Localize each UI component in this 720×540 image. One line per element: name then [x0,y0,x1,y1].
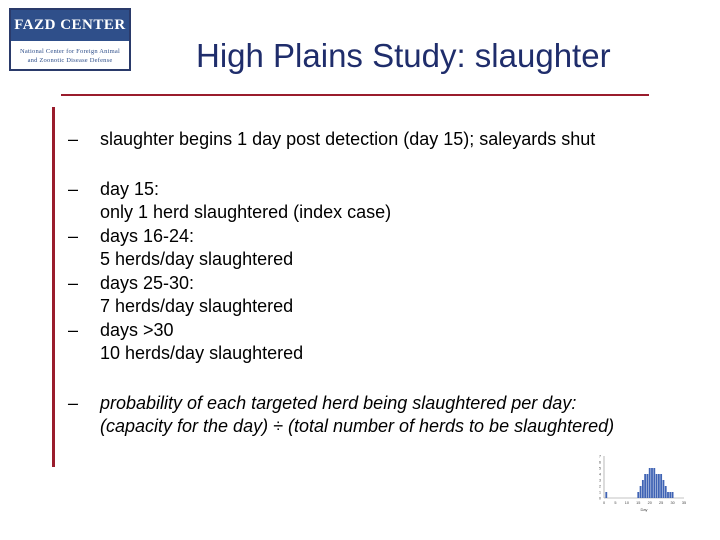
histogram-bar [637,492,639,498]
bullet-line: days >30 [100,320,174,340]
bullet-dash: – [68,320,79,340]
x-tick-label: 15 [636,501,641,505]
y-tick-label: 7 [599,454,601,459]
histogram-bar [649,468,651,498]
x-axis-label: Day [640,507,648,512]
histogram-bar [667,492,669,498]
side-divider [52,107,55,467]
bullet-line: probability of each targeted herd being slaughtered per day: [100,393,577,413]
logo-subtitle-line2: and Zoonotic Disease Defense [27,57,113,64]
bullet-line-2: 10 herds/day slaughtered [100,343,304,363]
logo-name: FAZD CENTER [11,10,129,41]
y-tick-label: 3 [599,478,601,483]
y-tick-label: 1 [599,490,601,495]
bullet-dash: – [68,273,79,293]
bullet-line-2: only 1 herd slaughtered (index case) [100,202,392,222]
x-tick-label: 20 [647,501,652,505]
histogram-bar [672,492,674,498]
logo-subtitle-line1: National Center for Foreign Animal [20,48,120,55]
bullet-dash: – [68,393,79,413]
bullet-dash: – [68,179,79,199]
histogram-bar [669,492,671,498]
bullet-line-2: (capacity for the day) ÷ (total number of herds to be slaughtered) [100,416,615,436]
histogram-bar [642,480,644,498]
fazd-center-logo [9,8,131,71]
slaughter-histogram [594,452,690,520]
histogram-bar [651,468,653,498]
bullet-line: slaughter begins 1 day post detection (day 15); saleyards shut [100,129,596,149]
x-tick-label: 5 [614,501,617,505]
x-tick-label: 30 [670,501,675,505]
histogram-bar [605,492,607,498]
x-tick-label: 25 [659,501,664,505]
bullet-line-2: 7 herds/day slaughtered [100,296,294,316]
histogram-bar [658,474,660,498]
x-tick-label: 0 [602,501,606,505]
bullet-dash: – [68,226,79,246]
bullet-line: days 16-24: [100,226,195,246]
y-tick-label: 0 [599,496,601,501]
y-tick-label: 6 [599,460,601,465]
bullet-line: day 15: [100,179,160,199]
histogram-bar [663,480,665,498]
bullet-dash: – [68,129,79,149]
histogram-bar [647,474,649,498]
y-tick-label: 2 [599,484,601,489]
x-tick-label: 10 [624,501,629,505]
logo-subtitle [11,41,129,65]
bullet-line: days 25-30: [100,273,195,293]
histogram-bar [656,474,658,498]
histogram-bar [660,474,662,498]
histogram-bar [640,486,642,498]
y-tick-label: 4 [599,472,601,477]
bullet-line-2: 5 herds/day slaughtered [100,249,294,269]
histogram-bar [665,486,667,498]
y-tick-label: 5 [599,466,601,471]
x-tick-label: 35 [681,501,687,505]
title-divider [61,94,649,96]
slide-title: High Plains Study: slaughter [196,37,611,74]
histogram-bar [644,474,646,498]
histogram-bar [653,468,655,498]
